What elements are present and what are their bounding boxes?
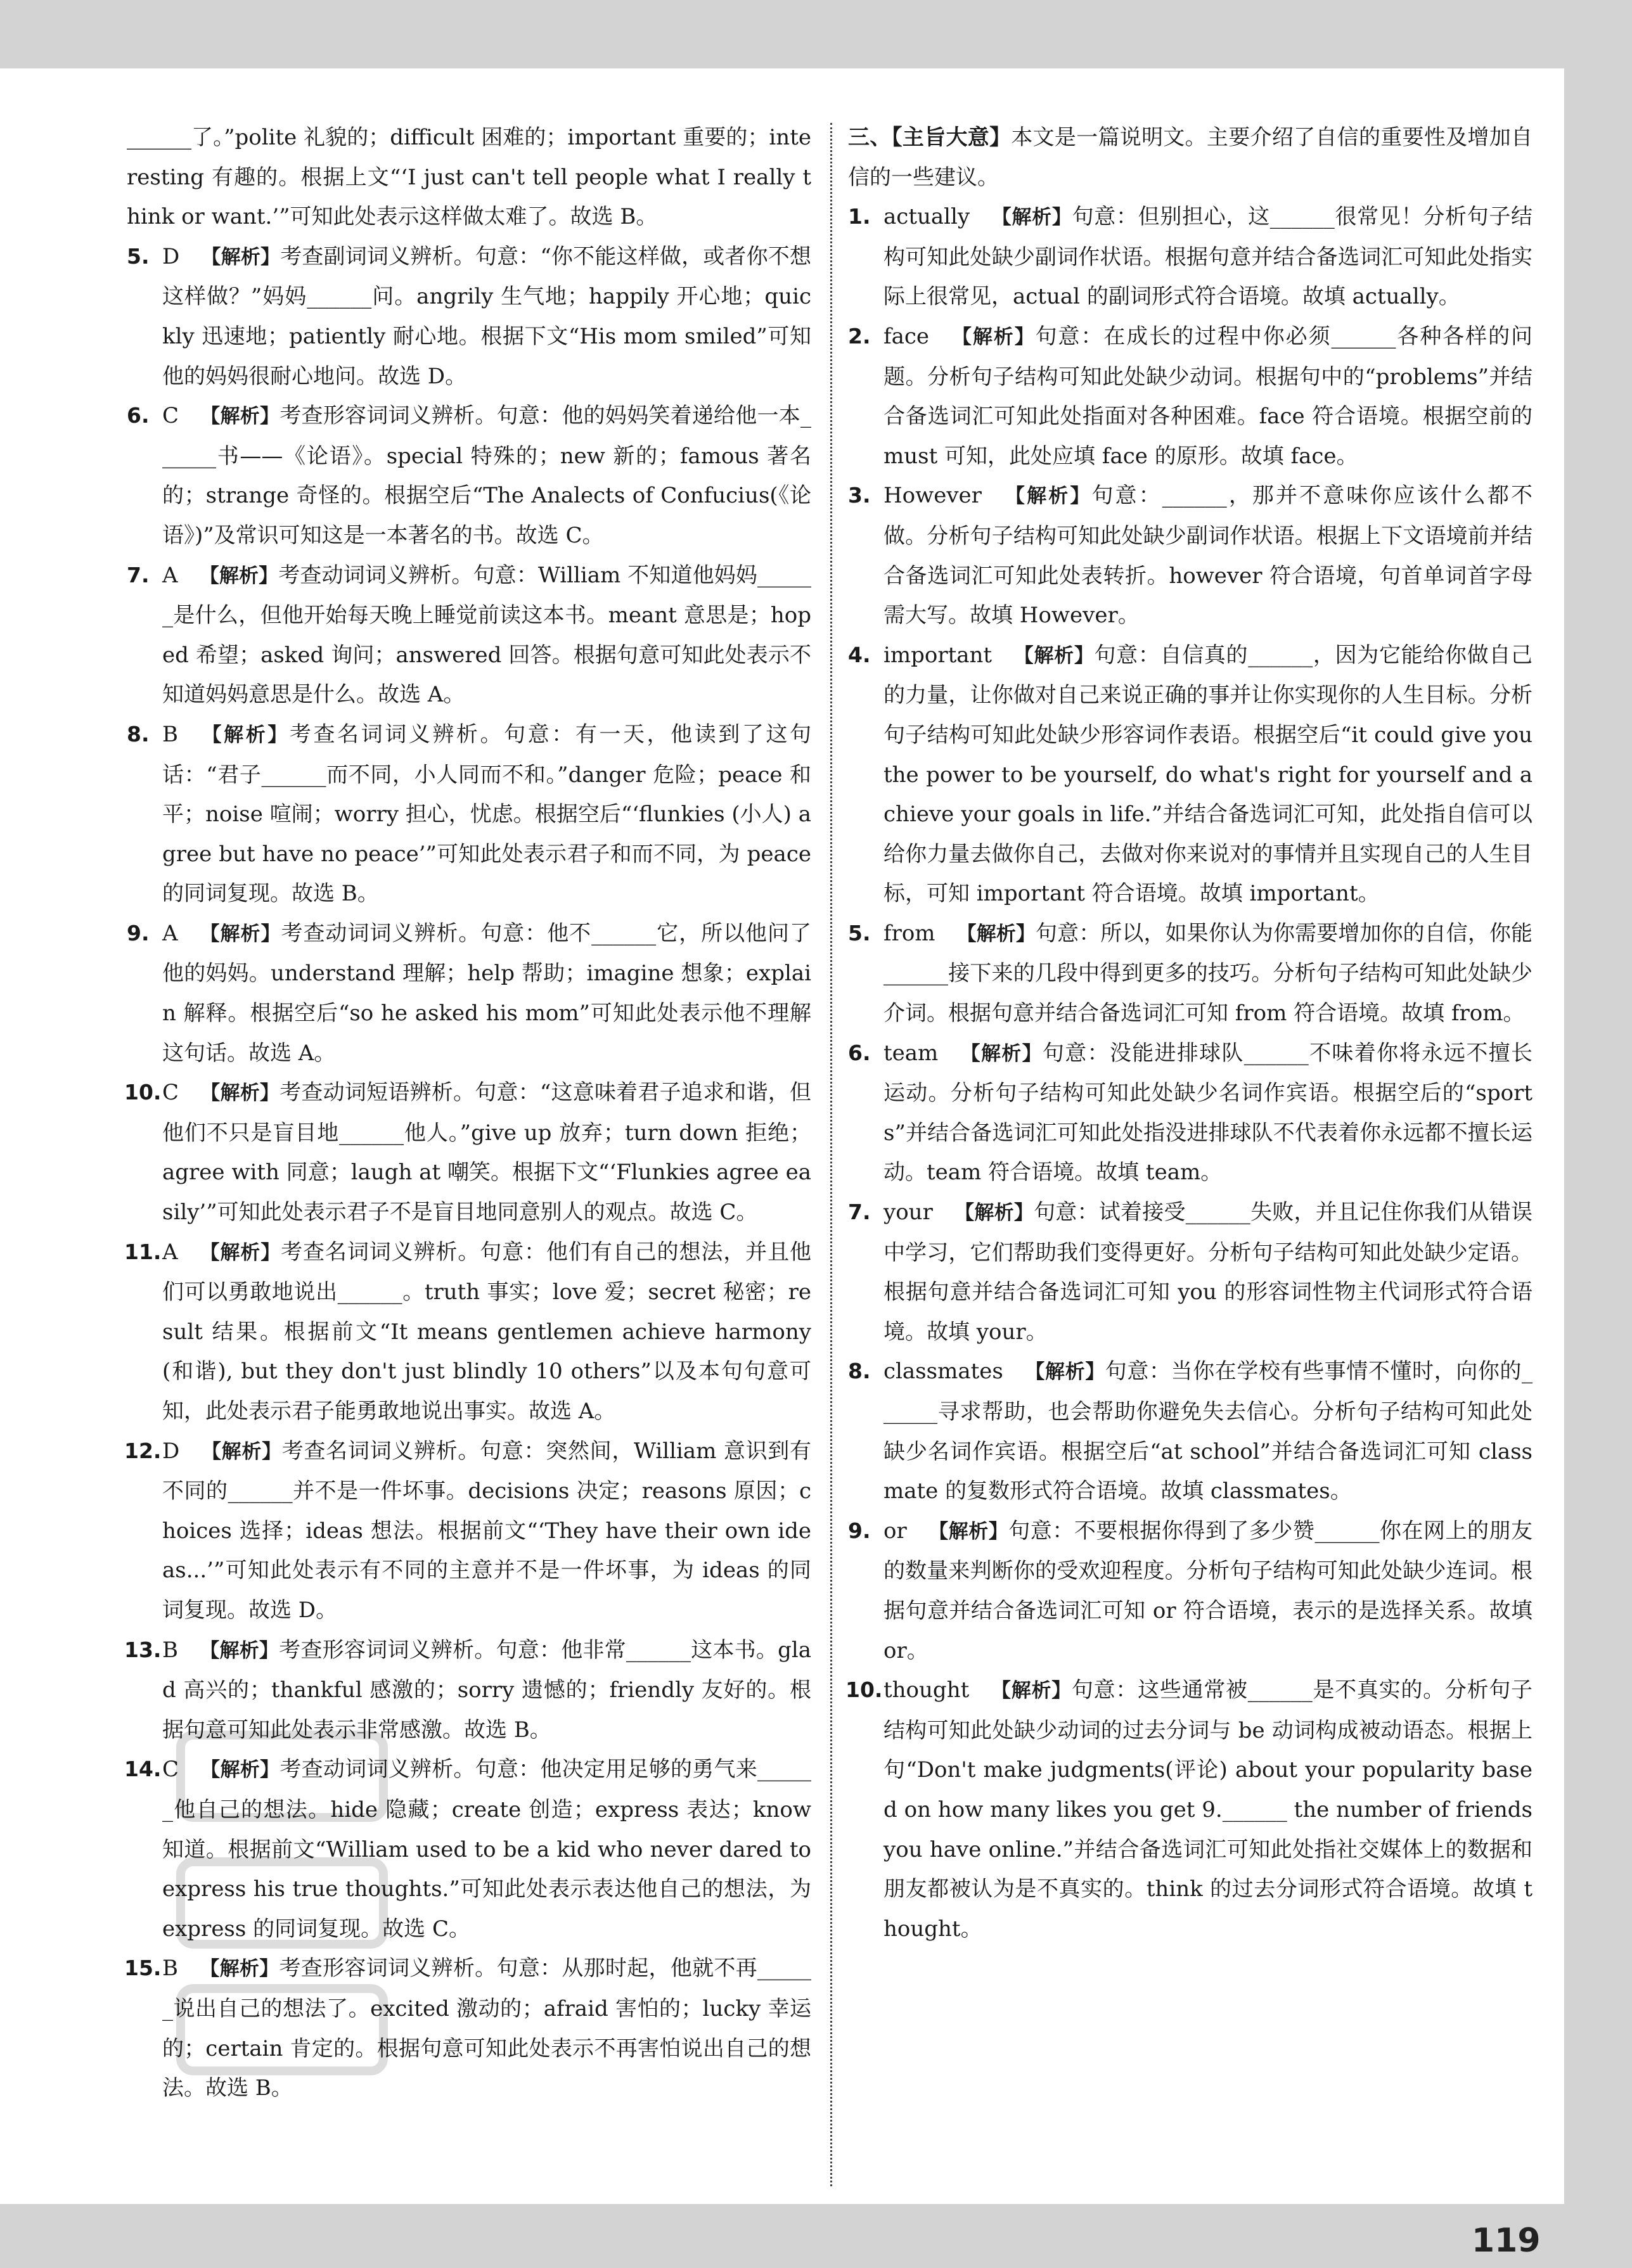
- section-summary-text: 本文是一篇说明文。主要介绍了自信的重要性及增加自信的一些建议。: [848, 125, 1533, 190]
- item-number: 15.: [124, 1956, 162, 1981]
- item-number: 8.: [127, 721, 150, 746]
- item-answer: C: [162, 1757, 179, 1783]
- item-number: 12.: [124, 1438, 162, 1463]
- answer-item: [127, 914, 811, 1073]
- left-column: [124, 118, 812, 2108]
- item-number: 10.: [845, 1677, 883, 1703]
- answer-item: [848, 914, 1532, 1034]
- item-content: [848, 476, 1532, 635]
- item-explanation: 考查动词词义辨析。句意：William 不知道他妈妈______是什么，但他开始每天晚上睡觉前读这本书。meant 意思是；hoped 希望；asked 询问；answered 回答。根据句意可知此处表示不知道妈妈意思是什么。故选 A。: [162, 562, 811, 708]
- analysis-tag: 【解析】: [928, 1520, 1009, 1543]
- item-explanation: 句意：这些通常被______是不真实的。分析句子结构可知此处缺少动词的过去分词与 be 动词构成被动语态。根据上句“Don't make judgments(评论) about your popularity based on how many likes you get 9.______ the number of friends you have online.”并结合备选词汇可知此处指社交媒体上的数据和朋友都被认为是不真实的。think 的过去分词形式符合语境。故填 thought。: [883, 1677, 1533, 1942]
- answer-item: [124, 1631, 811, 1750]
- item-explanation: 考查名词词义辨析。句意：他们有自己的想法，并且他们可以勇敢地说出______。truth 事实；love 爱；secret 秘密；result 结果。根据前文“It means gentlemen achieve harmony(和谐), but they don't just blindly 10 others”以及本句句意可知，此处表示君子能勇敢地说出事实。故选 A。: [162, 1239, 812, 1424]
- answer-item: [845, 1670, 1533, 1949]
- right-items: [845, 197, 1533, 1949]
- analysis-tag: 【解析】: [991, 206, 1072, 229]
- item-content: [848, 1670, 1532, 1949]
- answer-item: [124, 1949, 812, 2108]
- item-number: 9.: [127, 920, 150, 945]
- item-content: [848, 1034, 1532, 1193]
- item-number: 8.: [848, 1359, 871, 1384]
- item-answer: However: [883, 483, 982, 509]
- analysis-tag: 【解析】: [956, 922, 1036, 945]
- item-explanation: 考查动词短语辨析。句意：“这意味着君子追求和谐，但他们不只是盲目地______他人。”give up 放弃；turn down 拒绝；agree with 同意；laugh at 嘲笑。根据下文“‘Flunkies agree easily’”可知此处表示君子不是盲目地同意别人的观点。故选 C。: [162, 1080, 811, 1226]
- item-number: 9.: [848, 1518, 871, 1543]
- analysis-tag: 【解析】: [201, 1440, 282, 1463]
- item-number: 13.: [124, 1637, 162, 1662]
- item-explanation: 句意：自信真的______，因为它能给你做自己的力量，让你做对自己来说正确的事并让你实现你的人生目标。分析句子结构可知此处缺少形容词作表语。根据空后“it could give you the power to be yourself, do what's right for yourself and achieve your goals in life.”并结合备选词汇可知，此处指自信可以给你力量去做你自己，去做对你来说对的事情并且实现自己的人生目标，可知 important 符合语境。故填 important。: [883, 642, 1533, 907]
- right-column: [845, 118, 1533, 1949]
- item-number: 11.: [124, 1239, 162, 1264]
- item-number: 6.: [848, 1040, 871, 1065]
- item-content: [848, 1511, 1532, 1670]
- analysis-tag: 【解析】: [199, 922, 281, 945]
- analysis-tag: 【解析】: [200, 1639, 279, 1662]
- item-explanation: 考查形容词词义辨析。句意：他的妈妈笑着递给他一本______书——《论语》。special 特殊的；new 新的；famous 著名的；strange 奇怪的。根据空后“The Analects of Confucius(《论语》)”及常识可知这是一本著名的书。故选 C。: [162, 403, 812, 548]
- item-explanation: 考查动词词义辨析。句意：他决定用足够的勇气来______他自己的想法。hide 隐藏；create 创造；express 表达；know 知道。根据前文“William used to be a kid who never dared to express his true thoughts.”可知此处表示表达他自己的想法，为 express 的同词复现。故选 C。: [162, 1757, 812, 1942]
- item-answer: A: [162, 1239, 178, 1265]
- answer-item: [848, 1034, 1532, 1193]
- analysis-tag: 【解析】: [1003, 485, 1092, 508]
- answer-item: [127, 396, 811, 555]
- analysis-tag: 【解析】: [200, 723, 290, 746]
- analysis-tag: 【解析】: [951, 325, 1036, 349]
- item-content: [127, 1432, 811, 1631]
- item-number: 5.: [848, 920, 871, 945]
- item-number: 1.: [848, 204, 871, 229]
- item-answer: B: [162, 721, 178, 747]
- item-number: 2.: [848, 323, 871, 349]
- item-number: 4.: [848, 642, 871, 667]
- item-answer: D: [162, 243, 180, 269]
- item-answer: C: [162, 403, 179, 429]
- item-explanation: 句意：在成长的过程中你必须______各种各样的问题。分析句子结构可知此处缺少动词。根据句中的“problems”并结合备选词汇可知此处指面对各种困难。face 符合语境。根据空前的 must 可知，此处应填 face 的原形。故填 face。: [883, 323, 1532, 469]
- answer-item: [848, 1352, 1532, 1511]
- item-explanation: 句意：试着接受______失败，并且记住你我们从错误中学习，它们帮助我们变得更好。分析句子结构可知此处缺少定语。根据句意并结合备选词汇可知 you 的形容词性物主代词形式符合语境。故填 your。: [883, 1200, 1532, 1345]
- item-number: 10.: [124, 1080, 162, 1105]
- section-heading: 三、【主旨大意】: [848, 125, 1012, 150]
- item-content: [848, 197, 1532, 317]
- analysis-tag: 【解析】: [200, 405, 280, 428]
- item-answer: B: [162, 1637, 178, 1663]
- item-content: [848, 1193, 1532, 1352]
- item-content: [127, 237, 811, 396]
- section-summary: [848, 118, 1532, 197]
- item-explanation: 句意：当你在学校有些事情不懂时，向你的______寻求帮助，也会帮助你避免失去信心。分析句子结构可知此处缺少名词作宾语。根据空后“at school”并结合备选词汇可知 classmate 的复数形式符合语境。故填 classmates。: [883, 1359, 1532, 1504]
- item-explanation: 考查形容词词义辨析。句意：他非常______这本书。glad 高兴的；thankful 感激的；sorry 遗憾的；friendly 友好的。根据句意可知此处表示非常感激。故选 B。: [162, 1637, 811, 1743]
- answer-item: [127, 237, 811, 396]
- item-answer: team: [883, 1040, 939, 1066]
- answer-item: [124, 1233, 812, 1432]
- item-explanation: 考查形容词词义辨析。句意：从那时起，他就不再______说出自己的想法了。excited 激动的；afraid 害怕的；lucky 幸运的；certain 肯定的。根据句意可知此处表示不再害怕说出自己的想法。故选 B。: [162, 1956, 812, 2101]
- item-explanation: 考查动词词义辨析。句意：他不______它，所以他问了他的妈妈。understand 理解；help 帮助；imagine 想象；explain 解释。根据空后“so he asked his mom”可知此处表示他不理解这句话。故选 A。: [162, 920, 812, 1066]
- analysis-tag: 【解析】: [1024, 1361, 1105, 1384]
- item-content: [127, 1073, 811, 1232]
- item-number: 3.: [848, 483, 871, 508]
- item-content: [848, 317, 1532, 476]
- left-intro: ______了。”polite 礼貌的；difficult 困难的；important 重要的；interesting 有趣的。根据上文“‘I just can't tell people what I really think or want.’”可知此处表示这样做太难了。故选 B。: [127, 125, 811, 230]
- answer-item: [848, 1193, 1532, 1352]
- item-number: 7.: [127, 562, 150, 587]
- item-number: 6.: [127, 403, 150, 428]
- item-number: 7.: [848, 1200, 871, 1225]
- answer-item: [127, 556, 811, 715]
- page-number: 119: [1472, 2222, 1541, 2260]
- item-content: [127, 1949, 811, 2108]
- item-explanation: 句意：所以，如果你认为你需要增加你的自信，你能______接下来的几段中得到更多的技巧。分析句子结构可知此处缺少介词。根据句意并结合备选词汇可知 from 符合语境。故填 from。: [883, 920, 1533, 1027]
- item-answer: classmates: [883, 1359, 1003, 1385]
- item-answer: B: [162, 1956, 178, 1982]
- answer-item: [848, 476, 1532, 635]
- item-content: [127, 1631, 811, 1750]
- item-content: [848, 1352, 1532, 1511]
- item-content: [127, 396, 811, 555]
- analysis-tag: 【解析】: [201, 245, 281, 269]
- item-explanation: 句意：没能进排球队______不味着你将永远不擅长运动。分析句子结构可知此处缺少名词作宾语。根据空后的“sports”并结合备选词汇可知此处指没进排球队不代表着你永远都不擅长运动。team 符合语境。故填 team。: [883, 1040, 1533, 1186]
- answer-item: [848, 636, 1532, 914]
- item-answer: D: [162, 1438, 180, 1464]
- analysis-tag: 【解析】: [991, 1679, 1072, 1703]
- item-answer: face: [883, 323, 930, 349]
- answer-page: [0, 68, 1564, 2260]
- item-explanation: 句意：但别担心，这______很常见！分析句子结构可知此处缺少副词作状语。根据句意并结合备选词汇可知此处指实际上很常见，actual 的副词形式符合语境。故填 actually。: [883, 204, 1533, 310]
- answer-item: [848, 317, 1532, 476]
- item-content: [848, 914, 1532, 1034]
- item-number: 14.: [124, 1757, 162, 1782]
- item-answer: or: [883, 1518, 907, 1544]
- item-explanation: 句意：不要根据你得到了多少赞______你在网上的朋友的数量来判断你的受欢迎程度。分析句子结构可知此处缺少连词。根据句意并结合备选词汇可知 or 符合语境，表示的是选择关系。故填 or。: [883, 1518, 1533, 1663]
- answer-item: [127, 715, 811, 914]
- analysis-tag: 【解析】: [200, 1957, 279, 1981]
- analysis-tag: 【解析】: [960, 1042, 1043, 1065]
- analysis-tag: 【解析】: [199, 564, 279, 587]
- item-explanation: 考查名词词义辨析。句意：突然间，William 意识到有不同的______并不是一件坏事。decisions 决定；reasons 原因；choices 选择；ideas 想法。根据前文“‘They have their own ideas...’”可知此处表示有不同的主意并不是一件坏事，为 ideas 的同词复现。故选 D。: [162, 1438, 811, 1623]
- item-content: [127, 914, 811, 1073]
- item-answer: important: [883, 642, 993, 668]
- item-explanation: 考查副词词义辨析。句意：“你不能这样做，或者你不想这样做？”妈妈______问。angrily 生气地；happily 开心地；quickly 迅速地；patiently 耐心地。根据下文“His mom smiled”可知他的妈妈很耐心地问。故选 D。: [162, 243, 811, 389]
- item-explanation: 考查名词词义辨析。句意：有一天，他读到了这句话：“君子______而不同，小人同而不和。”danger 危险；peace 和平；noise 喧闹；worry 担心，忧虑。根据空后“‘flunkies (小人) agree but have no peace’”可知此处表示君子和而不同，为 peace 的同词复现。故选 B。: [162, 721, 812, 907]
- item-answer: A: [162, 562, 178, 588]
- left-items: [124, 237, 812, 2108]
- item-answer: your: [883, 1200, 933, 1226]
- item-answer: A: [162, 920, 178, 946]
- item-answer: actually: [883, 204, 970, 230]
- analysis-tag: 【解析】: [200, 1759, 280, 1782]
- item-content: [127, 556, 811, 715]
- answer-item: [124, 1750, 812, 1949]
- item-content: [127, 715, 811, 914]
- answer-item: [124, 1432, 811, 1631]
- answer-item: [124, 1073, 811, 1232]
- analysis-tag: 【解析】: [199, 1241, 281, 1264]
- answer-item: [848, 1511, 1532, 1670]
- item-answer: thought: [883, 1677, 970, 1703]
- answer-item: [848, 197, 1532, 317]
- analysis-tag: 【解析】: [954, 1201, 1034, 1225]
- item-content: [127, 1750, 811, 1949]
- item-content: [127, 1233, 811, 1432]
- column-divider: [830, 123, 832, 2186]
- item-explanation: 句意：______，那并不意味你应该什么都不做。分析句子结构可知此处缺少副词作状语。根据上下文语境前并结合备选词汇可知此处表转折。however 符合语境，句首单词首字母需大写。故填 However。: [883, 483, 1533, 629]
- item-answer: C: [162, 1080, 179, 1106]
- analysis-tag: 【解析】: [200, 1082, 280, 1105]
- item-number: 5.: [127, 243, 150, 269]
- item-answer: from: [883, 920, 935, 946]
- analysis-tag: 【解析】: [1013, 644, 1095, 667]
- item-content: [848, 636, 1532, 914]
